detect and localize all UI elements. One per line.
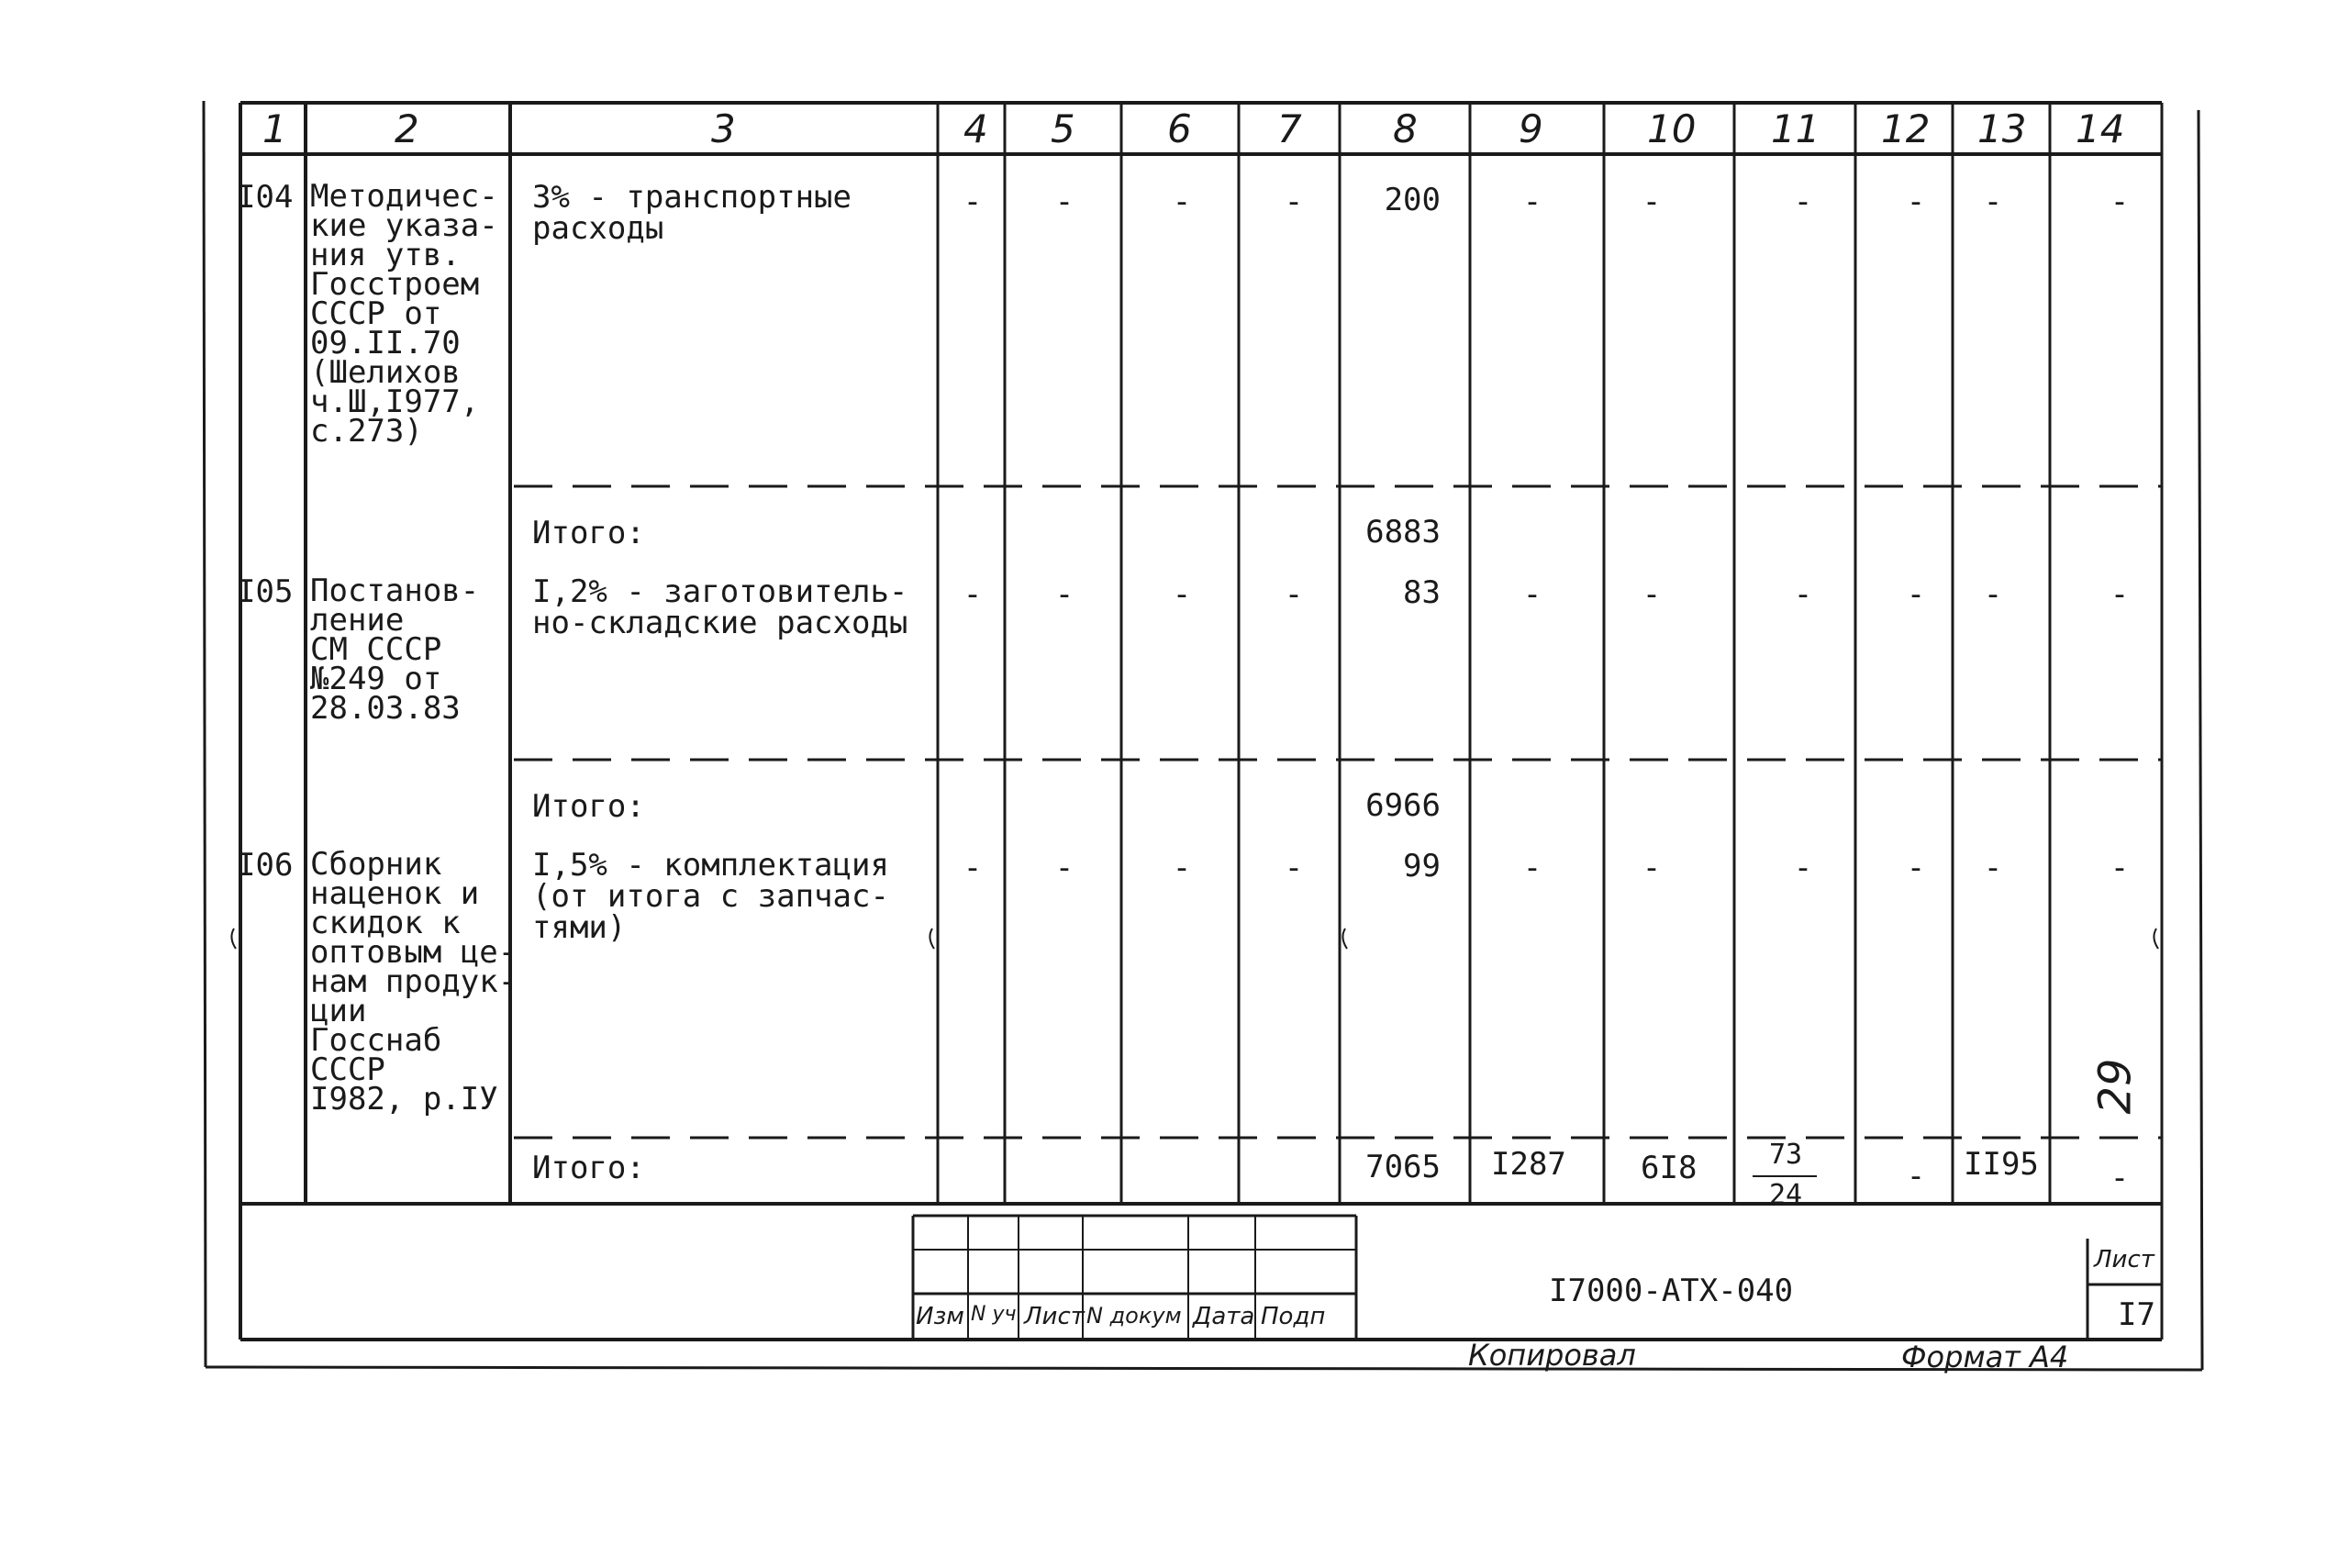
tb-label-izm: Изм	[916, 1303, 964, 1330]
cell-col11: -	[1793, 183, 1813, 220]
cell-col9: -	[1522, 183, 1542, 220]
cell-col8: 200	[1384, 182, 1441, 218]
cell-col4: -	[963, 576, 983, 613]
cell-col13: -	[1983, 850, 2003, 886]
subtotal-col8: 6883	[1365, 514, 1441, 550]
cell-col14: -	[2110, 850, 2130, 886]
cell-col5: -	[1054, 576, 1074, 613]
total-col12: -	[1906, 1158, 1926, 1195]
total-col14: -	[2110, 1160, 2130, 1196]
cell-col7: -	[1284, 576, 1304, 613]
cell-col6: -	[1172, 183, 1192, 220]
subtotal-col8: 6966	[1365, 787, 1441, 824]
margin-page-note: 29	[2089, 1058, 2142, 1115]
row-number: I06	[237, 847, 294, 884]
cell-col10: -	[1642, 850, 1662, 886]
cell-col6: -	[1172, 850, 1192, 886]
row-reference: Методичес- кие указа- ния утв. Госстроем СССР от 09.II.70 (Шелихов ч.Ш,I977, с.273)	[310, 178, 498, 450]
cell-col9: -	[1522, 850, 1542, 886]
header-col-9: 9	[1519, 106, 1543, 151]
subtotal-label: Итого:	[532, 515, 645, 551]
cell-col8: 99	[1403, 848, 1441, 884]
cell-col8: 83	[1403, 574, 1441, 611]
header-col-8: 8	[1393, 106, 1418, 151]
header-col-6: 6	[1167, 106, 1192, 151]
cell-col7: -	[1284, 183, 1304, 220]
row-reference: Сборник наценок и скидок к оптовым це- нам продук- ции Госснаб СССР I982, р.IУ	[310, 846, 518, 1118]
subtotal-label: Итого:	[532, 788, 645, 825]
cell-col13: -	[1983, 576, 2003, 613]
cell-col14: -	[2110, 576, 2130, 613]
header-col-13: 13	[1977, 106, 2027, 151]
total-col11-bottom: 24	[1769, 1179, 1803, 1211]
document-code: I7000-АТХ-040	[1549, 1273, 1794, 1309]
tb-label-list: Лист	[1024, 1303, 1085, 1330]
sheet-label: Лист	[2094, 1246, 2154, 1273]
cell-col6: -	[1172, 576, 1192, 613]
cell-col11: -	[1793, 850, 1813, 886]
sheet-number: I7	[2118, 1296, 2155, 1333]
header-col-14: 14	[2076, 106, 2125, 151]
header-col-5: 5	[1051, 106, 1075, 151]
header-col-1: 1	[262, 106, 287, 151]
total-col13: II95	[1964, 1146, 2039, 1183]
cell-col5: -	[1054, 850, 1074, 886]
cell-col14: -	[2110, 183, 2130, 220]
cell-col11: -	[1793, 576, 1813, 613]
row-description: 3% - транспортные расходы	[532, 179, 852, 247]
row-reference: Постанов- ление СМ СССР №249 от 28.03.83	[310, 573, 480, 727]
total-col9: I287	[1491, 1146, 1566, 1183]
cell-col4: -	[963, 850, 983, 886]
header-col-2: 2	[395, 106, 419, 151]
row-number: I05	[237, 573, 294, 610]
row-description: I,5% - комплектация (от итога с запчас- тями)	[532, 847, 889, 946]
cell-col4: -	[963, 183, 983, 220]
header-col-3: 3	[711, 106, 736, 151]
cell-col10: -	[1642, 183, 1662, 220]
header-col-4: 4	[963, 106, 988, 151]
tb-label-podp: Подп	[1261, 1303, 1326, 1330]
header-col-7: 7	[1277, 106, 1302, 151]
cell-col7: -	[1284, 850, 1304, 886]
header-col-11: 11	[1771, 106, 1820, 151]
tb-label-data: Дата	[1193, 1303, 1255, 1330]
cell-col12: -	[1906, 576, 1926, 613]
total-col10: 6I8	[1641, 1150, 1698, 1186]
cell-col5: -	[1054, 183, 1074, 220]
row-number: I04	[237, 179, 294, 216]
cell-col10: -	[1642, 576, 1662, 613]
total-col8: 7065	[1365, 1149, 1441, 1185]
footer-format: Формат А4	[1901, 1340, 2069, 1374]
cell-col12: -	[1906, 183, 1926, 220]
cell-col13: -	[1983, 183, 2003, 220]
total-col11-top: 73	[1769, 1139, 1803, 1171]
tb-label-ndokum: N докум	[1086, 1303, 1182, 1329]
total-label: Итого:	[532, 1150, 645, 1186]
cell-col12: -	[1906, 850, 1926, 886]
header-col-10: 10	[1647, 106, 1697, 151]
cell-col9: -	[1522, 576, 1542, 613]
footer-copied: Копировал	[1468, 1338, 1636, 1373]
row-description: I,2% - заготовитель- но-складские расходы	[532, 573, 908, 641]
header-col-12: 12	[1881, 106, 1931, 151]
tb-label-nuch: N уч	[971, 1303, 1017, 1326]
